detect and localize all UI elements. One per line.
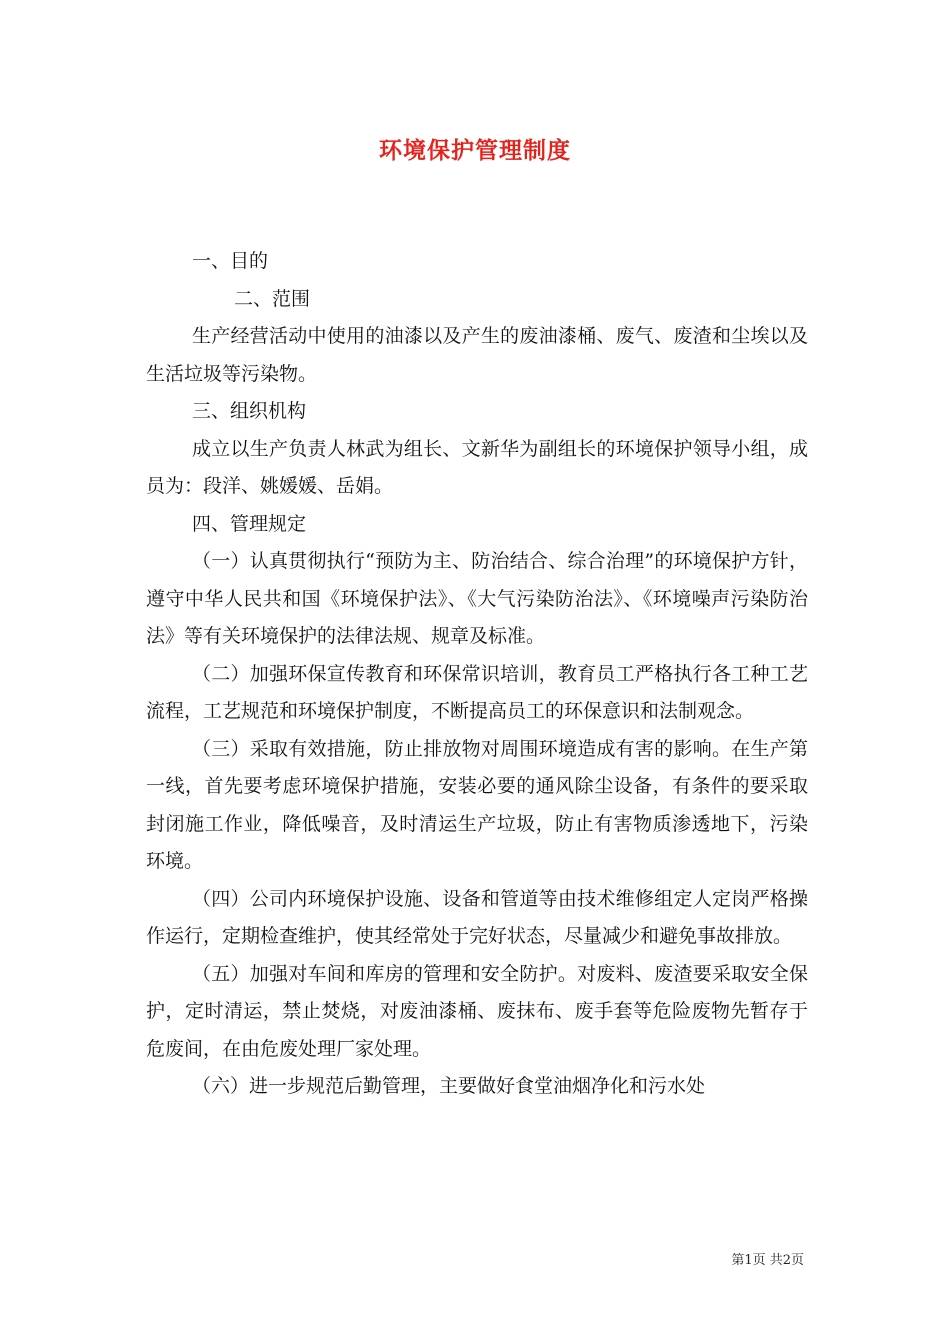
regulation-item: （一）认真贯彻执行“预防为主、防治结合、综合治理”的环境保护方针，遵守中华人民共和国《环境保护法》、《大气污染防治法》、《环境噪声污染防治法》等有关环境保护的法律法规、规章及标准。 bbox=[146, 550, 808, 647]
regulation-item: （四）公司内环境保护设施、设备和管道等由技术维修组定人定岗严格操作运行，定期检查维护，使其经常处于完好状态，尽量减少和避免事故排放。 bbox=[146, 887, 808, 947]
document-body bbox=[146, 243, 808, 1106]
regulation-item: （五）加强对车间和库房的管理和安全防护。对废料、废渣要采取安全保护，定时清运，禁止焚烧，对废油漆桶、废抹布、废手套等危险废物先暂存于危废间，在由危废处理厂家处理。 bbox=[146, 962, 808, 1060]
regulation-item: （三）采取有效措施，防止排放物对周围环境造成有害的影响。在生产第一线，首先要考虑环境保护措施，安装必要的通风除尘设备，有条件的要采取封闭施工作业，降低噪音，及时清运生产垃圾，防止有害物质渗透地下，污染环境。 bbox=[146, 737, 808, 872]
section-heading-organization: 三、组织机构 bbox=[192, 400, 307, 422]
section-heading-scope: 二、范围 bbox=[234, 287, 311, 310]
document-title: 环境保护管理制度 bbox=[379, 137, 571, 164]
regulation-item: （六）进一步规范后勤管理，主要做好食堂油烟净化和污水处 bbox=[192, 1075, 706, 1097]
scope-paragraph: 生产经营活动中使用的油漆以及产生的废油漆桶、废气、废渣和尘埃以及生活垃圾等污染物。 bbox=[146, 325, 808, 385]
organization-paragraph: 成立以生产负责人林武为组长、文新华为副组长的环境保护领导小组，成员为：段洋、姚媛媛、岳娟。 bbox=[146, 437, 808, 497]
section-heading-regulations: 四、管理规定 bbox=[192, 512, 307, 535]
page-number: 第1页 共2页 bbox=[731, 1253, 804, 1268]
regulation-item: （二）加强环保宣传教育和环保常识培训，教育员工严格执行各工种工艺流程，工艺规范和环境保护制度，不断提高员工的环保意识和法制观念。 bbox=[146, 662, 808, 722]
section-heading-purpose: 一、目的 bbox=[192, 250, 269, 272]
